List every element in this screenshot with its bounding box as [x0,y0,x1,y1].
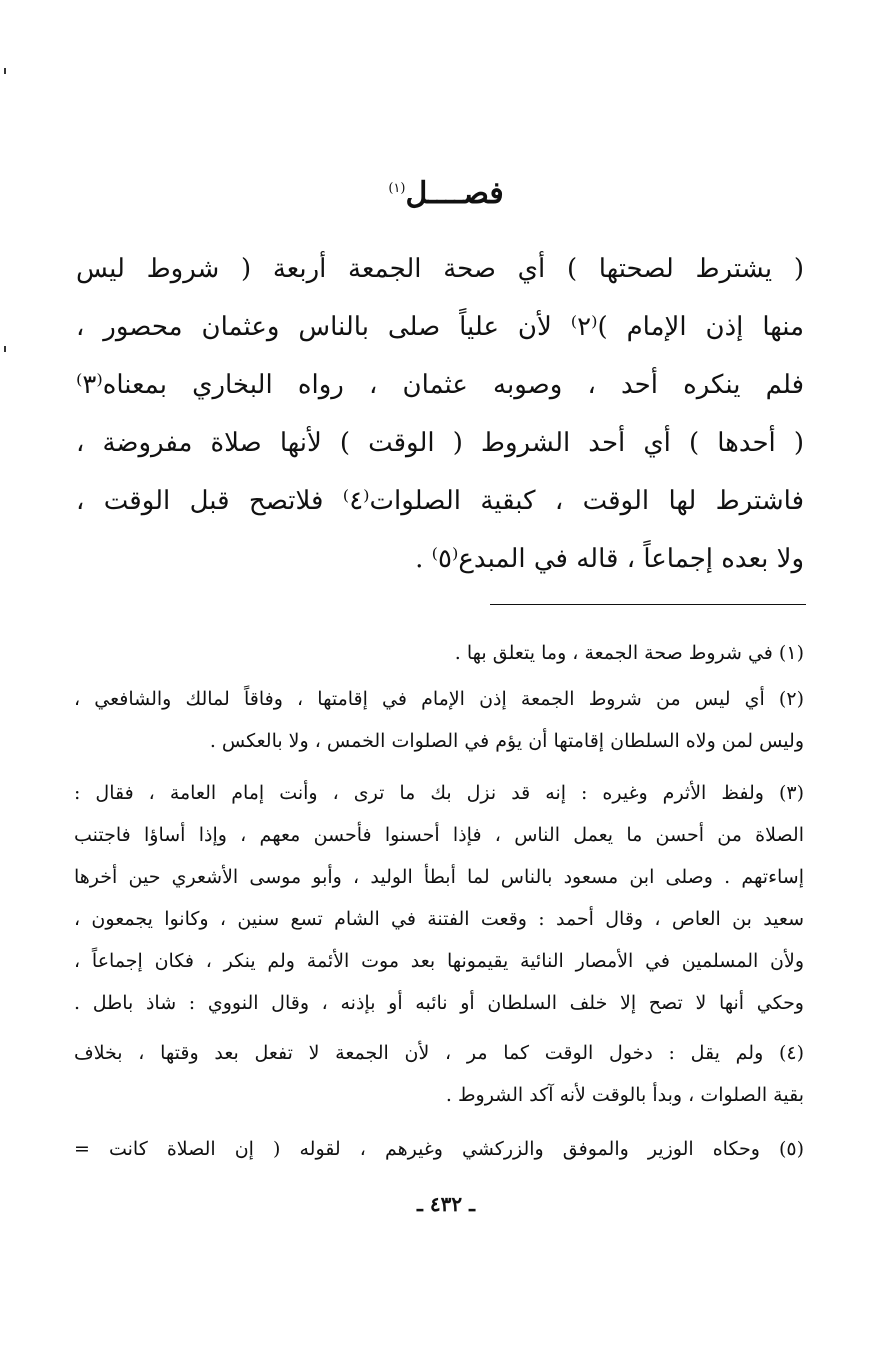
scan-mark [4,68,6,74]
footnote-line: إساءتهم . وصلى ابن مسعود بالناس لما أبطأ الوليد ، وأبو موسى الأشعري حين أخرها [74,866,804,888]
heading-footnote-ref: (١) [388,181,406,196]
body-line: منها إذن الإمام )⁽٢⁾ لأن علياً صلى بالناس وعثمان محصور ، [76,312,804,342]
footnote-line: (٣) ولفظ الأثرم وغيره : إنه قد نزل بك ما ترى ، وأنت إمام العامة ، فقال : [74,782,804,804]
footnote-line: (٢) أي ليس من شروط الجمعة إذن الإمام في إقامتها ، وفاقاً لمالك والشافعي ، [74,688,804,710]
footnote-line: (١) في شروط صحة الجمعة ، وما يتعلق بها . [454,642,804,664]
page-number: ـ ٤٣٢ ـ [417,1192,475,1216]
body-line: ولا بعده إجماعاً ، قاله في المبدع⁽٥⁾ . [415,544,804,574]
footnote-line: ولأن المسلمين في الأمصار النائية يقيمونها بعد موت الأئمة ولم ينكر ، فكان إجماعاً ، [74,950,804,972]
footnote-line: (٥) وحكاه الوزير والموفق والزركشي وغيرهم ، لقوله ( إن الصلاة كانت = [74,1138,804,1160]
footnote-separator [490,604,806,605]
footnote-line: سعيد بن العاص ، وقال أحمد : وقعت الفتنة في الشام تسع سنين ، وكانوا يجمعون ، [74,908,804,930]
body-line: ( يشترط لصحتها ) أي صحة الجمعة أربعة ( شروط ليس [76,254,804,284]
body-line: ( أحدها ) أي أحد الشروط ( الوقت ) لأنها صلاة مفروضة ، [76,428,804,458]
footnote-line: الصلاة من أحسن ما يعمل الناس ، فإذا أحسنوا فأحسن معهم ، وإذا أساؤا فاجتنب [74,824,804,846]
footnote-line: وحكي أنها لا تصح إلا خلف السلطان أو نائبه أو بإذنه ، وقال النووي : شاذ باطل . [74,992,804,1014]
body-line: فلم ينكره أحد ، وصوبه عثمان ، رواه البخاري بمعناه⁽٣⁾ [76,370,804,400]
section-heading [0,176,892,211]
scan-mark [4,346,6,352]
body-line: فاشترط لها الوقت ، كبقية الصلوات⁽٤⁾ فلاتصح قبل الوقت ، [76,486,804,516]
heading-text: فصــــل [405,176,504,211]
footnote-line: وليس لمن ولاه السلطان إقامتها أن يؤم في الصلوات الخمس ، ولا بالعكس . [209,730,804,752]
footnote-line: (٤) ولم يقل : دخول الوقت كما مر ، لأن الجمعة لا تفعل بعد وقتها ، بخلاف [74,1042,804,1064]
footnote-line: بقية الصلوات ، وبدأ بالوقت لأنه آكد الشروط . [445,1084,804,1106]
